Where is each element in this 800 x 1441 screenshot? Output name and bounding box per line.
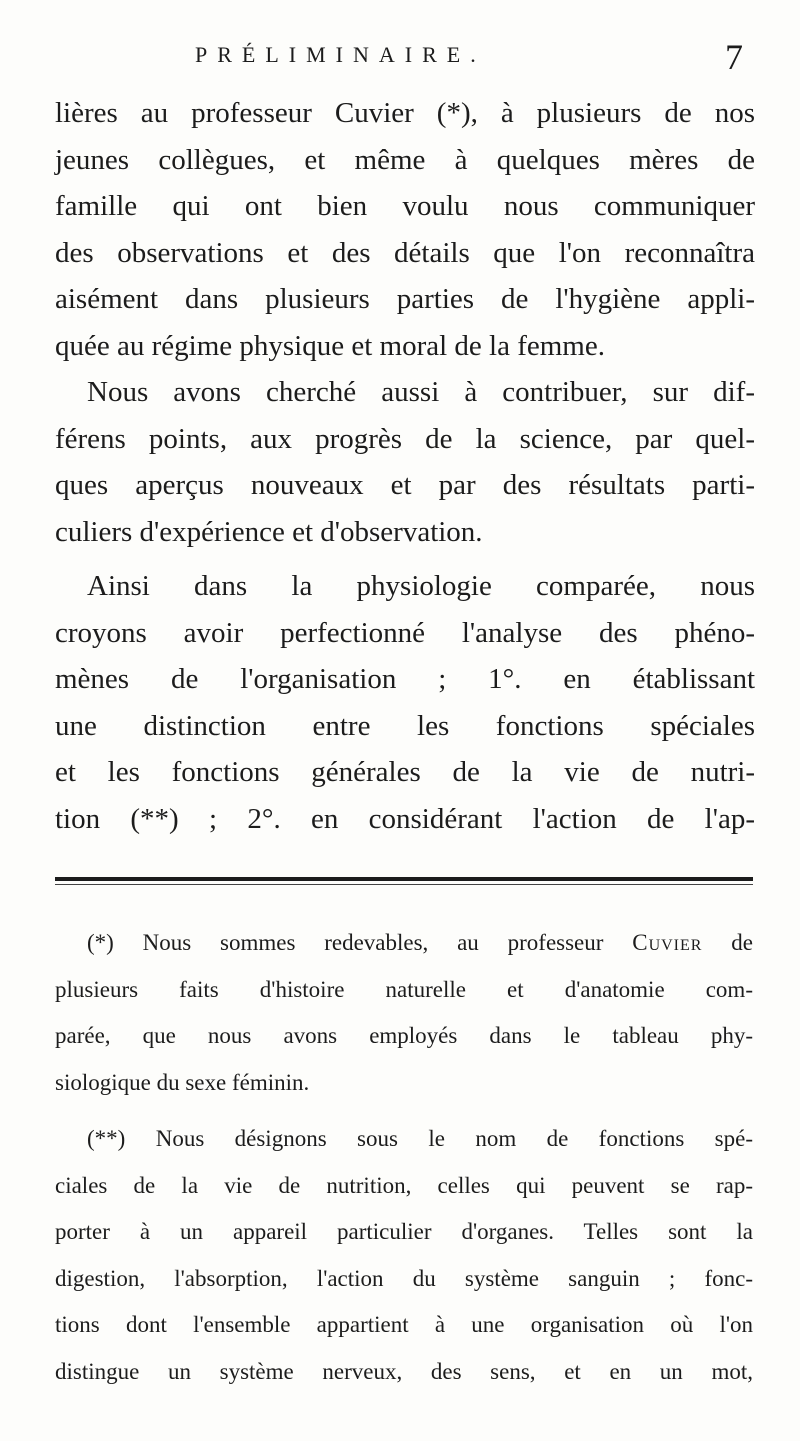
text-line: ques aperçus nouveaux et par des résultats parti-	[55, 469, 755, 501]
paragraph-2	[55, 369, 755, 555]
author-name: Cuvier	[632, 930, 703, 955]
footnote-line: distingue un système nerveux, des sens, et en un mot,	[55, 1358, 753, 1384]
footnote-text: de	[731, 930, 753, 955]
footnote-rule	[55, 877, 753, 881]
text-line: et les fonctions générales de la vie de nutri-	[55, 756, 755, 788]
text-line: famille qui ont bien voulu nous communiquer	[55, 190, 755, 222]
main-text	[55, 90, 755, 842]
text-line: lières au professeur Cuvier (*), à plusieurs de nos	[55, 97, 755, 129]
text-line: quée au régime physique et moral de la femme.	[55, 329, 605, 362]
footnote-rule-thin	[55, 884, 753, 885]
paragraph-1	[55, 90, 755, 369]
paragraph-3	[55, 563, 755, 842]
footnote-line: porter à un appareil particulier d'organes. Telles sont la	[55, 1219, 753, 1244]
text-line: des observations et des détails que l'on reconnaîtra	[55, 236, 755, 269]
text-line: férens points, aux progrès de la science, par quel-	[55, 422, 755, 455]
text-line: tion (**) ; 2°. en considérant l'action de l'ap-	[55, 802, 755, 835]
footnote-line: ciales de la vie de nutrition, celles qui peuvent se rap-	[55, 1172, 753, 1198]
paragraph-gap	[55, 555, 755, 563]
footnote-line: digestion, l'absorption, l'action du système sanguin ; fonc-	[55, 1265, 753, 1291]
footnote-1	[55, 925, 753, 1111]
text-line: mènes de l'organisation ; 1°. en établissant	[55, 663, 755, 695]
footnote-line: parée, que nous avons employés dans le tableau phy-	[55, 1023, 753, 1048]
text-line: une distinction entre les fonctions spéciales	[55, 709, 755, 742]
page-number: 7	[725, 37, 743, 77]
footnote-line: plusieurs faits d'histoire naturelle et d'anatomie com-	[55, 976, 753, 1002]
footnote-line	[55, 925, 753, 972]
footnote-line: siologique du sexe féminin.	[55, 1069, 310, 1095]
footnote-line: (**) Nous désignons sous le nom de fonctions spé-	[87, 1126, 753, 1151]
running-head	[55, 37, 755, 82]
text-line: Ainsi dans la physiologie comparée, nous	[87, 570, 755, 602]
footnote-line: tions dont l'ensemble appartient à une organisation où l'on	[55, 1312, 753, 1337]
text-line: croyons avoir perfectionné l'analyse des phéno-	[55, 616, 755, 649]
footnotes	[55, 925, 753, 1400]
running-title: PRÉLIMINAIRE.	[195, 42, 486, 67]
footnote-gap	[55, 1111, 753, 1121]
text-line: Nous avons cherché aussi à contribuer, sur dif-	[87, 376, 755, 408]
text-line: culiers d'expérience et d'observation.	[55, 515, 483, 548]
footnote-2	[55, 1121, 753, 1400]
text-line: aisément dans plusieurs parties de l'hygiène appli-	[55, 283, 755, 315]
text-line: jeunes collègues, et même à quelques mères de	[55, 143, 755, 176]
footnote-text: (*) Nous sommes redevables, au professeur	[87, 930, 604, 955]
